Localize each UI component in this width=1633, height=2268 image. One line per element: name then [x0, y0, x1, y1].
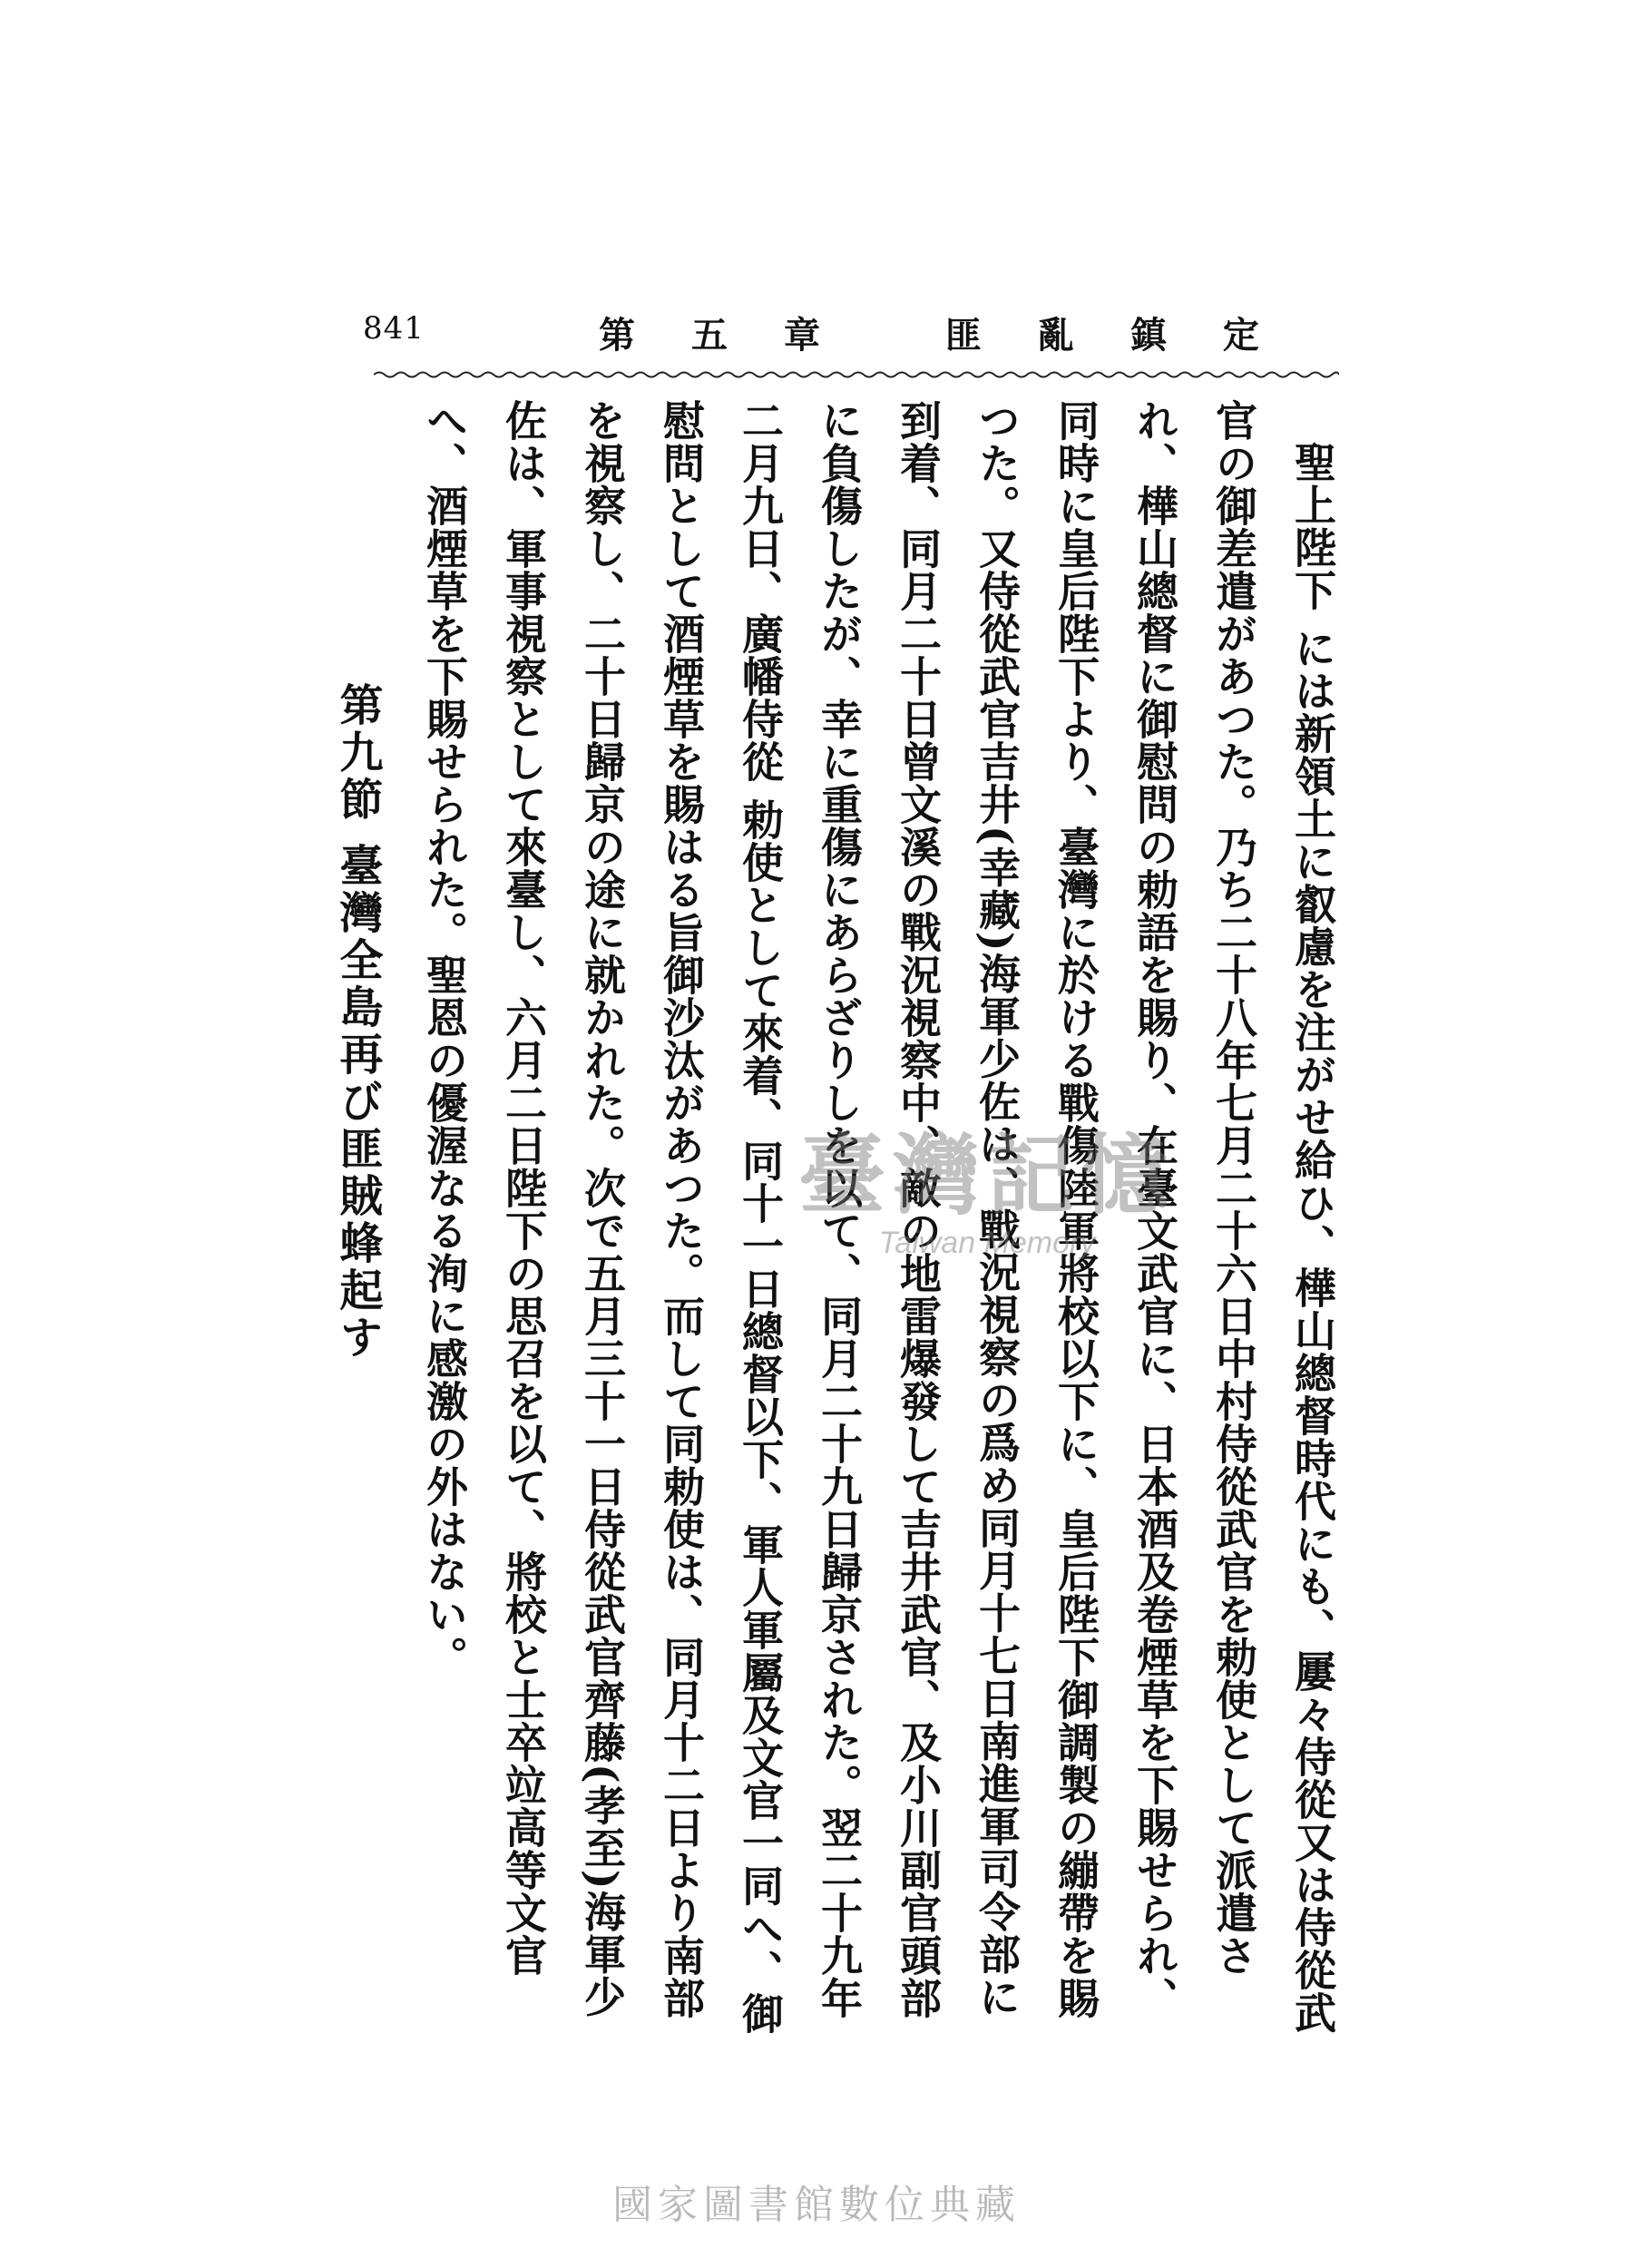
body-paragraph: 聖上陛下 には新領土に叡慮を注がせ給ひ、樺山總督時代にも、屢々侍從又は侍從武官の御差遣があつた。乃ち二十八年七月二十六日中村侍從武官を勅使として派遣され、樺山總督に御慰問の勅語を賜り、在臺文武官に、日本酒及卷煙草を下賜せられ、同時に皇后陛下より、臺灣に於ける戰傷陸軍將校以下に、皇后陛下御調製の繃帶を賜つた。又侍從武官吉井(幸藏)海軍少佐は、戰況視察の爲め同月十七日南進軍司令部に到着、同月二十日曾文溪の戰況視察中、敵の地雷爆發して吉井武官、及小川副官頭部に負傷したが、幸に重傷にあらざりしを以て、同月二十九日歸京された。翌二十九年二月九日、廣幡侍從 勅使として來着、同十一日總督以下、軍人軍屬及文官一同へ、御慰問として酒煙草を賜はる旨御沙汰があつた。而して同勅使は、同月十二日より南部を視察し、二十日歸京の途に就かれた。次で五月三十一日侍從武官齊藤(孝至)海軍少佐は、軍事視察として來臺し、六月二日陛下の思召を以て、將校と士卒竝高等文官へ、酒煙草を下賜せられた。聖恩の優渥なる洵に感激の外はない。 — [420, 399, 1337, 2036]
footer-credit: 國家圖書館數位典藏 — [612, 2182, 1021, 2228]
watermark-logo — [798, 1107, 1176, 1261]
page-number: 841 — [363, 310, 425, 347]
decorative-wavy-rule — [374, 370, 1339, 379]
watermark-cjk-text: 臺灣記憶 — [798, 1125, 1176, 1227]
section-heading: 第九節 臺灣全島再び匪賊蜂起す — [332, 682, 383, 1362]
watermark-en-text: Taiwan Memory — [878, 1226, 1096, 1260]
running-head: 第五章 匪亂鎮定 — [599, 314, 1315, 357]
